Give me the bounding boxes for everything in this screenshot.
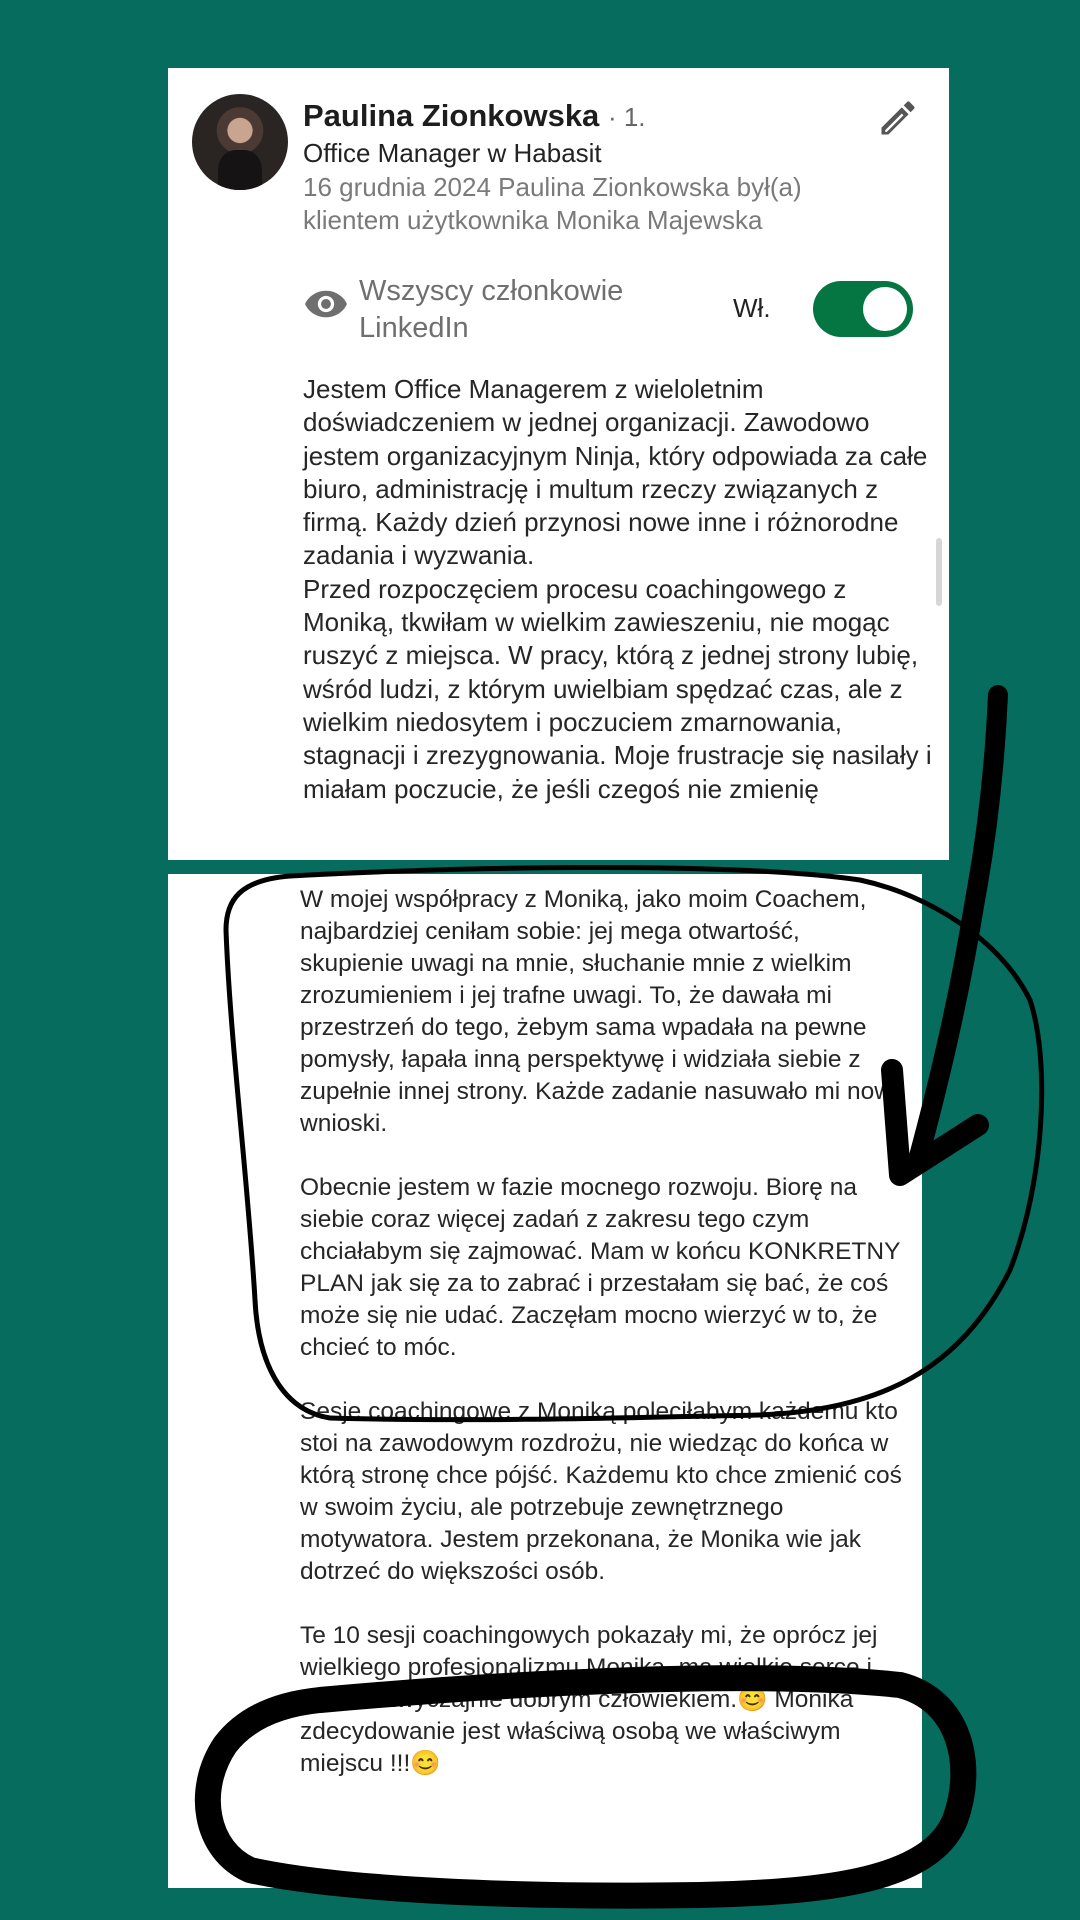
recommender-headline: Office Manager w Habasit: [303, 138, 602, 168]
recommender-name[interactable]: [303, 98, 646, 134]
paragraph: Te 10 sesji coachingowych pokazały mi, że oprócz jej wielkiego profesjonalizmu Monika, ma wielkie serce i jest tak zwyczajnie dobrym człowiekiem.😊 Monika zdecydowanie jest właściwą osobą we właściwym miejscu !!!😊: [300, 1622, 878, 1777]
eye-icon: [303, 285, 349, 323]
scrollbar[interactable]: [936, 538, 942, 606]
visibility-label: Wszyscy członkowie LinkedIn: [359, 275, 624, 344]
visibility-toggle[interactable]: [813, 281, 913, 337]
paragraph: Sesje coachingowe z Moniką poleciłabym każdemu kto stoi na zawodowym rozdrożu, nie wiedząc do końca w którą stronę chce pójść. Każdemu kto chce zmienić coś w swoim życiu, ale potrzebuje zewnętrznego motywatora. Jestem przekonana, że Monika wie jak dotrzeć do większości osób.: [300, 1398, 902, 1585]
paragraph: Jestem Office Managerem z wieloletnim doświadczeniem w jednej organizacji. Zawodowo jestem organizacyjnym Ninja, który odpowiada za całe biuro, administrację i multum rzeczy związanych z firmą. Każdy dzień przynosi nowe inne i różnorodne zadania i wyzwania.: [303, 374, 928, 571]
recommendation-meta: 16 grudnia 2024 Paulina Zionkowska był(a) klientem użytkownika Monika Majewska: [303, 172, 802, 235]
recommendation-text-bottom: [300, 884, 910, 1812]
paragraph: Przed rozpoczęciem procesu coachingowego z Moniką, tkwiłam w wielkim zawieszeniu, nie mogąc ruszyć z miejsca. W pracy, którą z jednej strony lubię, wśród ludzi, z którym uwielbiam spędzać czas, ale z wielkim niedosytem i poczuciem zmarnowania, stagnacji i zrezygnowania. Moje frustracje się nasilały i miałam poczucie, że jeśli czegoś nie zmienię: [303, 573, 932, 804]
recommendation-card-top: [168, 68, 949, 860]
visibility-row: [303, 273, 913, 343]
recommendation-card-bottom: [168, 874, 922, 1888]
avatar[interactable]: [192, 94, 288, 190]
recommendation-text-top: [303, 373, 943, 806]
edit-pencil-icon[interactable]: [876, 96, 920, 140]
toggle-label: Wł.: [733, 293, 771, 323]
connection-degree: · 1.: [607, 102, 646, 132]
paragraph: Obecnie jestem w fazie mocnego rozwoju. Biorę na siebie coraz więcej zadań z zakresu tego czym chciałabym się zajmować. Mam w końcu KONKRETNY PLAN jak się za to zabrać i przestałam się bać, że coś może się nie udać. Zaczęłam mocno wierzyć w to, że chcieć to móc.: [300, 1174, 900, 1361]
paragraph: W mojej współpracy z Moniką, jako moim Coachem, najbardziej ceniłam sobie: jej mega otwartość, skupienie uwagi na mnie, słuchanie mnie z wielkim zrozumieniem i jej trafne uwagi. To, że dawała mi przestrzeń do tego, żebym sama wpadała na pewne pomysły, łapała inną perspektywę i widziała siebie z zupełnie innej strony. Każde zadanie nasuwało mi nowe wnioski.: [300, 886, 906, 1137]
name-text: Paulina Zionkowska: [303, 98, 600, 133]
